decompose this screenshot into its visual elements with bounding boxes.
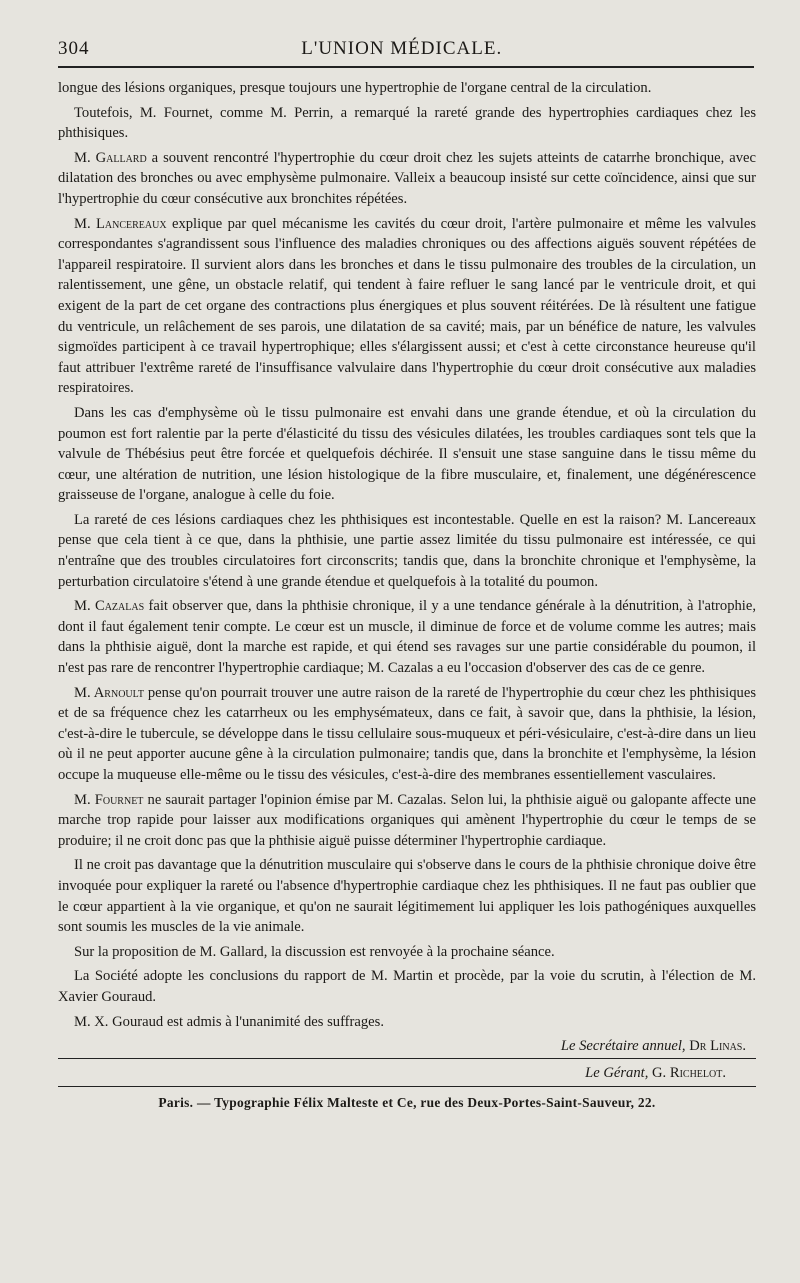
paragraph-text: a souvent rencontré l'hypertrophie du cœur droit chez les sujets atteints de catarrhe bronchique, avec dilatation des bronches ou avec emphysème pulmonaire. Valleix a beaucoup insisté sur cette coïncidence, ainsi que sur l'hypertrophie du cœur consécutive aux bronchites répétées. [58,149,756,207]
paragraph [58,683,756,786]
paragraph [58,966,756,1007]
page-number: 304 [58,38,90,59]
secretary-signature [58,1036,746,1056]
paragraph-text: Il ne croit pas davantage que la dénutrition musculaire qui s'observe dans le cours de la phthisie chronique doive être invoquée pour expliquer la rareté ou l'absence d'hypertrophie cardiaque chez les phthisiques. Il ne faut pas oublier que le cœur appartient à la vie organique, et qu'on ne saurait légitimement lui appliquer les lois pathogéniques auxquelles sont soumis les muscles de la vie animale. [58,857,756,936]
paragraph-text: pense qu'on pourrait trouver une autre raison de la rareté de l'hypertrophie du cœur chez les phthisiques et de sa fréquence chez les catarrheux ou les emphysémateux, dans ce fait, à savoir que, dans la phthisie, la lésion, c'est-à-dire le tubercule, se développe dans le tissu cellulaire sous-muqueux et péri-vésiculaire, c'est-à-dire dans un lieu où il ne peut apporter aucune gêne à la circulation pulmonaire; tandis que, dans la bronchite et l'emphysème, la lésion occupe la muqueuse elle-même ou le tissu des vésicules, c'est-à-dire des membranes essentiellement vasculaires. [58,684,756,783]
paragraph-text: ne saurait partager l'opinion émise par M. Cazalas. Selon lui, la phthisie aiguë ou galopante affecte une marche trop rapide pour laisser aux modifications organiques qui amènent l'hypertrophie du cœur le temps de se produire; il ne croit donc pas que la phthisie aiguë puisse déterminer l'hypertrophie cardiaque. [58,791,756,849]
paragraph [58,596,756,678]
journal-title: L'UNION MÉDICALE. [301,38,503,59]
manager-role: Le Gérant, [585,1065,649,1082]
divider [58,1086,756,1087]
speaker-name: M. Arnoult [74,684,144,701]
paragraph [58,78,756,99]
paragraph [58,103,756,144]
paragraph [58,942,756,963]
secretary-name: Dr Linas. [685,1038,746,1055]
paragraph-text: La rareté de ces lésions cardiaques chez les phthisiques est incontestable. Quelle en est la raison? M. Lancereaux pense que cela tient à ce que, dans la phthisie, une partie assez limitée du tissu pulmonaire est intéressée, ce qui n'entraîne que des troubles circulatoires fort circonscrits; tandis que, dans la bronchite chronique et l'emphysème, la perturbation circulatoire s'étend à une grande étendue et quelquefois à la totalité du poumon. [58,511,756,590]
page-header [58,38,754,68]
paragraph [58,790,756,852]
paragraph [58,1012,756,1033]
paragraph [58,510,756,592]
speaker-name: M. Cazalas [74,598,145,615]
secretary-role: Le Secrétaire annuel, [560,1038,686,1055]
paragraph-text: M. X. Gouraud est admis à l'unanimité des suffrages. [74,1013,384,1030]
paragraph [58,855,756,937]
paragraph-text: explique par quel mécanisme les cavités du cœur droit, l'artère pulmonaire et même les valvules correspondantes s'agrandissent sous l'influence des maladies chroniques ou des affections aiguës souvent répétées de l'appareil respiratoire. Il survient alors dans les bronches et dans le tissu pulmonaire des troubles de la circulation, un ralentissement, une gêne, un obstacle relatif, qui tendent à faire refluer le sang lancé par le ventricule droit, et qui exigent de la part de cet organe des contractions plus énergiques et plus souvent réitérées. De là résultent une fatigue du ventricule, un relâchement de ses parois, une dilatation de sa cavité; mais, par un bénéfice de nature, les valvules sigmoïdes participent à ce travail hypertrophique; elles s'élargissent aussi; et c'est à cette circonstance heureuse qu'il faut attribuer l'extrême rareté de l'insuffisance valvulaire dans l'hypertrophie du cœur droit consécutive aux maladies respiratoires. [58,215,756,397]
manager-name: G. Richelot. [648,1065,726,1082]
speaker-name: M. Gallard [74,149,147,166]
paragraph-text: Toutefois, M. Fournet, comme M. Perrin, a remarqué la rareté grande des hypertrophies cardiaques chez les phthisiques. [58,104,756,142]
speaker-name: M. Fournet [74,791,144,808]
printer-imprint: Paris. — Typographie Félix Malteste et Ce, rue des Deux-Portes-Saint-Sauveur, 22. [158,1095,656,1111]
speaker-name: M. Lancereaux [74,215,167,232]
divider [58,1058,756,1059]
body-text [58,78,756,1032]
paragraph [58,403,756,506]
paragraph-text: Dans les cas d'emphysème où le tissu pulmonaire est envahi dans une grande étendue, et où la circulation du poumon est fort ralentie par la perte d'élasticité du tissu des vésicules dilatées, les troubles cardiaques sont tels que la valvule de Thébésius peut être forcée et quelquefois déchirée. Il s'ensuit une stase sanguine dans le tissu même du cœur, une altération de nutrition, une lésion histologique de la fibre musculaire, et, finalement, une dégénérescence graisseuse de l'organe, analogue à celle du foie. [58,404,756,504]
paragraph [58,148,756,210]
paragraph-text: longue des lésions organiques, presque toujours une hypertrophie de l'organe central de la circulation. [58,80,652,96]
manager-signature [58,1063,726,1083]
paragraph-text: Sur la proposition de M. Gallard, la discussion est renvoyée à la prochaine séance. [74,943,555,960]
paragraph-text: La Société adopte les conclusions du rapport de M. Martin et procède, par la voie du scrutin, à l'élection de M. Xavier Gouraud. [58,968,756,1005]
paragraph-text: fait observer que, dans la phthisie chronique, il y a une tendance générale à la dénutrition, à l'atrophie, dont il faut également tenir compte. Le cœur est un muscle, il diminue de force et de volume comme les autres; mais dans la phthisie aiguë, dont la marche est rapide, et qui étend ses ravages sur une partie considérable du poumon, il n'est pas rare de rencontrer l'hypertrophie cardiaque; M. Cazalas a eu l'occasion d'observer des cas de ce genre. [58,598,756,677]
paragraph [58,214,756,399]
